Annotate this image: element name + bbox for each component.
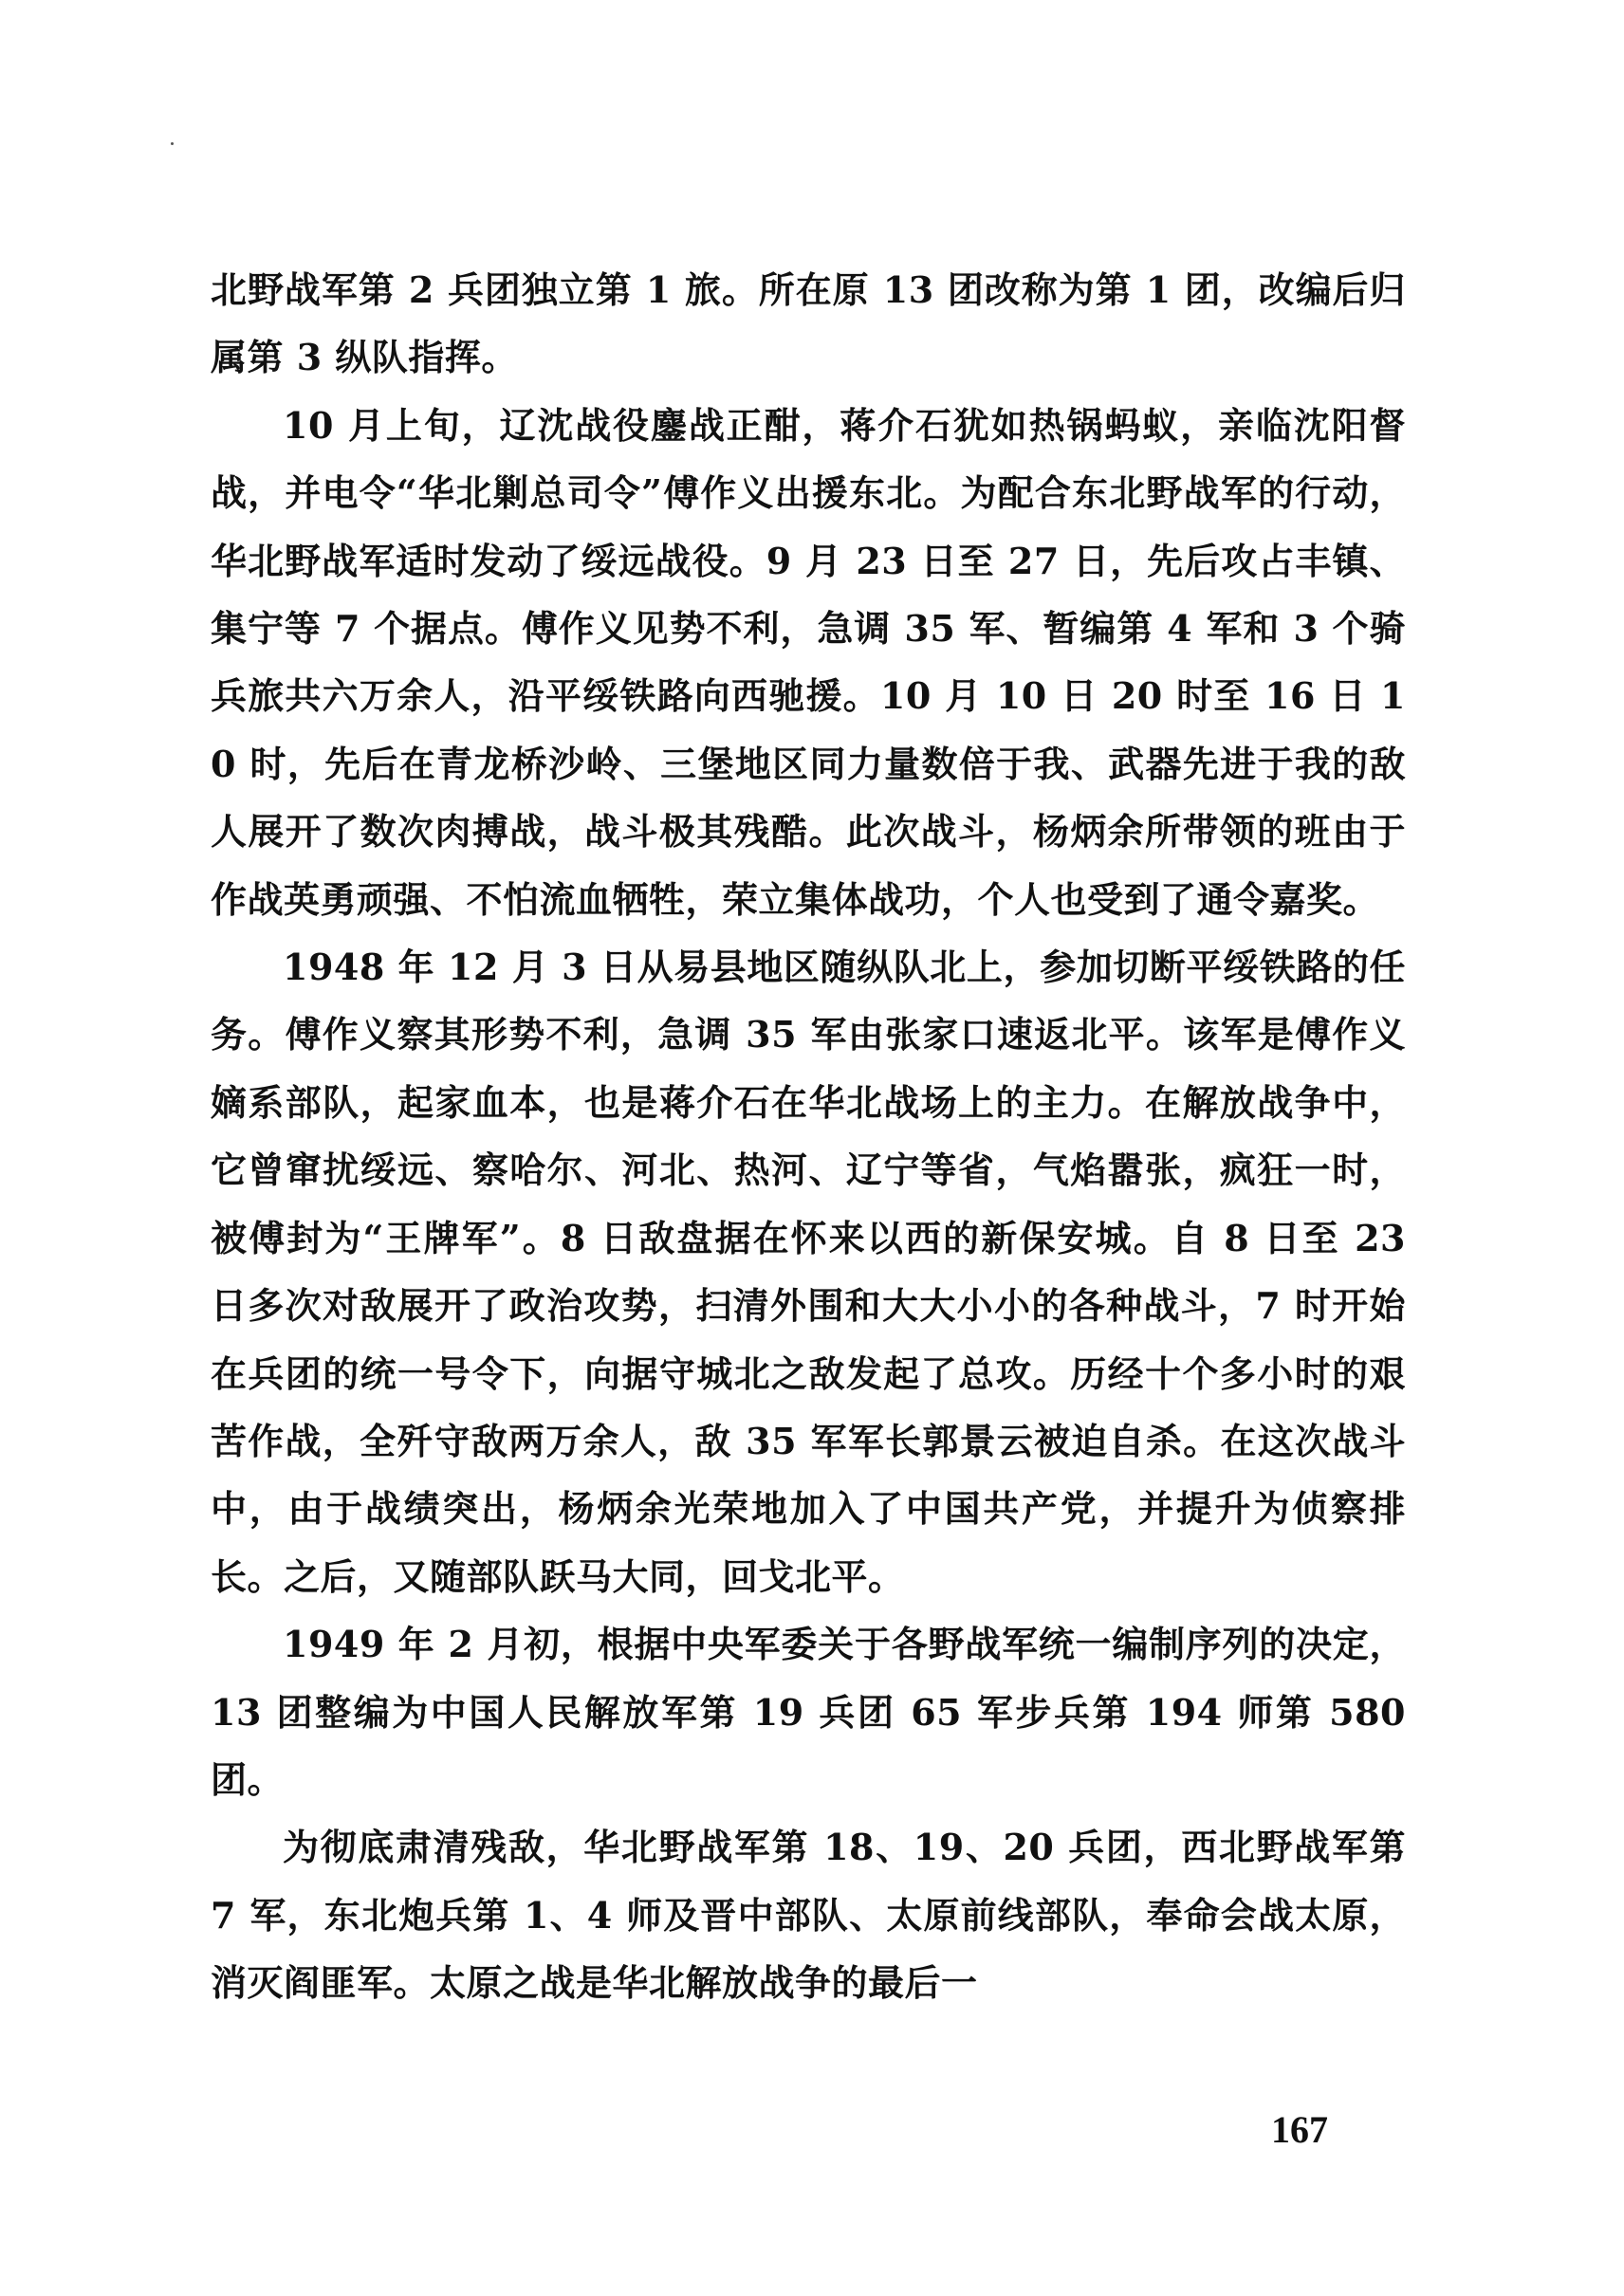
paragraph-reorganization: 1949 年 2 月初，根据中央军委关于各野战军统一编制序列的决定，13 团整编为中国人民解放军第 19 兵团 65 军步兵第 194 师第 580 团。 <box>211 1623 1406 1801</box>
body-text <box>211 256 1406 2017</box>
paragraph-xinbaoan-battle: 1948 年 12 月 3 日从易县地区随纵队北上，参加切断平绥铁路的任务。傅作义察其形势不利，急调 35 军由张家口速返北平。该军是傅作义嫡系部队，起家血本，也是蒋介石在华北战场上的主力。在解放战争中，它曾窜扰绥远、察哈尔、河北、热河、辽宁等省，气焰嚣张，疯狂一时，被傅封为“王牌军”。8 日敌盘据在怀来以西的新保安城。自 8 日至 23 日多次对敌展开了政治攻势，扫清外围和大大小小的各种战斗，7 时开始在兵团的统一号令下，向据守城北之敌发起了总攻。历经十个多小时的艰苦作战，全歼守敌两万余人，敌 35 军军长郭景云被迫自杀。在这次战斗中，由于战绩突出，杨炳余光荣地加入了中国共产党，并提升为侦察排长。之后，又随部队跃马大同，回戈北平。 <box>211 946 1406 1598</box>
paragraph-continuation: 北野战军第 2 兵团独立第 1 旅。所在原 13 团改称为第 1 团，改编后归属第 3 纵队指挥。 <box>211 268 1406 379</box>
page-number: 167 <box>1271 2108 1328 2151</box>
paragraph-taiyuan-campaign: 为彻底肃清残敌，华北野战军第 18、19、20 兵团，西北野战军第 7 军，东北炮兵第 1、4 师及晋中部队、太原前线部队，奉命会战太原，消灭阎匪军。太原之战是华北解放战争的最后一 <box>211 1826 1406 2005</box>
paragraph-liaoshen-suiyuan: 10 月上旬，辽沈战役鏖战正酣，蒋介石犹如热锅蚂蚁，亲临沈阳督战，并电令“华北剿总司令”傅作义出援东北。为配合东北野战军的行动，华北野战军适时发动了绥远战役。9 月 23 日至 27 日，先后攻占丰镇、集宁等 7 个据点。傅作义见势不利，急调 35 军、暂编第 4 军和 3 个骑兵旅共六万余人，沿平绥铁路向西驰援。10 月 10 日 20 时至 16 日 10 时，先后在青龙桥沙岭、三堡地区同力量数倍于我、武器先进于我的敌人展开了数次肉搏战，战斗极其残酷。此次战斗，杨炳余所带领的班由于作战英勇顽强、不怕流血牺牲，荣立集体战功，个人也受到了通令嘉奖。 <box>211 403 1406 921</box>
scan-speck <box>171 142 174 145</box>
